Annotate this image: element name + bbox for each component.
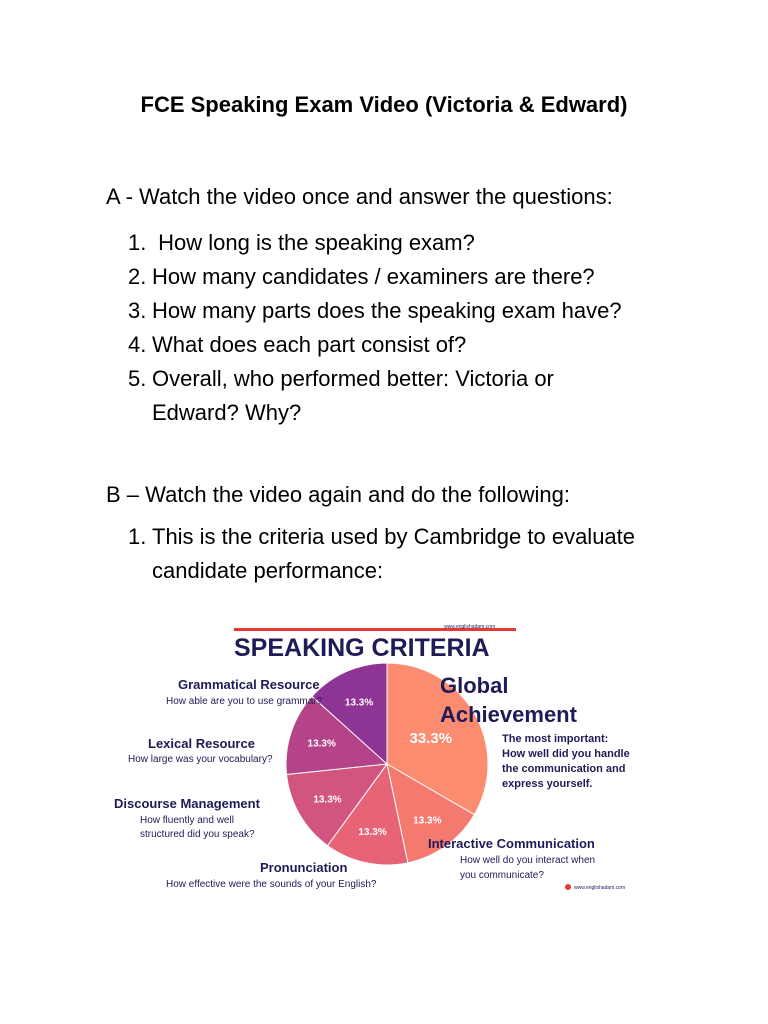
question-number: 2. <box>128 264 147 289</box>
question-text: What does each part consist of? <box>152 332 467 357</box>
global-desc-line3: the communication and <box>502 763 626 775</box>
pie-label-lexical-resource: 13.3% <box>307 738 336 750</box>
task-1-continued: candidate performance: <box>152 558 384 583</box>
pie-label-global-achievement: 33.3% <box>409 729 453 747</box>
global-desc-line1: The most important: <box>502 733 609 745</box>
pie-label-grammatical-resource: 13.3% <box>344 697 374 709</box>
task-number: 1. <box>128 524 147 549</box>
grammatical-resource-label: Grammatical Resource <box>178 677 320 692</box>
footer-logo-icon <box>565 884 571 890</box>
site-credit-top: www.englishadam.com <box>444 624 496 630</box>
pie-label-interactive-communication: 13.3% <box>413 815 442 827</box>
pronunciation-desc: How effective were the sounds of your English? <box>166 879 377 890</box>
question-text: Overall, who performed better: Victoria or <box>152 366 554 391</box>
global-desc-line2: How well did you handle <box>502 748 630 760</box>
question-text: How long is the speaking exam? <box>152 230 475 255</box>
pie-label-discourse-management: 13.3% <box>313 794 342 806</box>
discourse-management-label: Discourse Management <box>114 796 260 811</box>
section-a-heading: A - Watch the video once and answer the questions: <box>106 184 613 209</box>
infographic-title: SPEAKING CRITERIA <box>234 634 490 662</box>
question-number: 1. <box>128 230 147 255</box>
interactive-communication-label: Interactive Communication <box>428 836 595 851</box>
speaking-criteria-infographic <box>104 614 664 906</box>
pronunciation-label: Pronunciation <box>260 860 348 875</box>
global-label-line1: Global <box>440 673 509 698</box>
lexical-resource-label: Lexical Resource <box>148 736 255 751</box>
task-1 <box>128 524 635 550</box>
global-label-line2: Achievement <box>440 702 577 727</box>
question-text: How many candidates / examiners are there? <box>152 264 595 289</box>
question-4 <box>128 332 466 358</box>
task-text: This is the criteria used by Cambridge to evaluate <box>152 524 636 549</box>
question-5-continued: Edward? Why? <box>152 400 302 425</box>
question-5 <box>128 366 554 392</box>
discourse-management-desc2: structured did you speak? <box>140 829 255 840</box>
site-credit-footer: www.englishadam.com <box>574 885 626 891</box>
question-2 <box>128 264 595 290</box>
discourse-management-desc1: How fluently and well <box>140 815 234 826</box>
question-1 <box>128 230 475 256</box>
interactive-communication-desc1: How well do you interact when <box>460 855 596 866</box>
question-number: 5. <box>128 366 147 391</box>
lexical-resource-desc: How large was your vocabulary? <box>128 754 273 765</box>
question-number: 4. <box>128 332 147 357</box>
question-3 <box>128 298 622 324</box>
infographic-svg <box>104 614 664 906</box>
grammatical-resource-desc: How able are you to use grammar? <box>166 696 323 707</box>
global-desc-line4: express yourself. <box>502 778 593 790</box>
section-b-heading: B – Watch the video again and do the following: <box>106 482 570 507</box>
question-number: 3. <box>128 298 147 323</box>
pie-label-pronunciation: 13.3% <box>358 827 387 839</box>
interactive-communication-desc2: you communicate? <box>460 870 544 881</box>
question-text: How many parts does the speaking exam have? <box>152 298 622 323</box>
page-title: FCE Speaking Exam Video (Victoria & Edward) <box>140 92 628 117</box>
